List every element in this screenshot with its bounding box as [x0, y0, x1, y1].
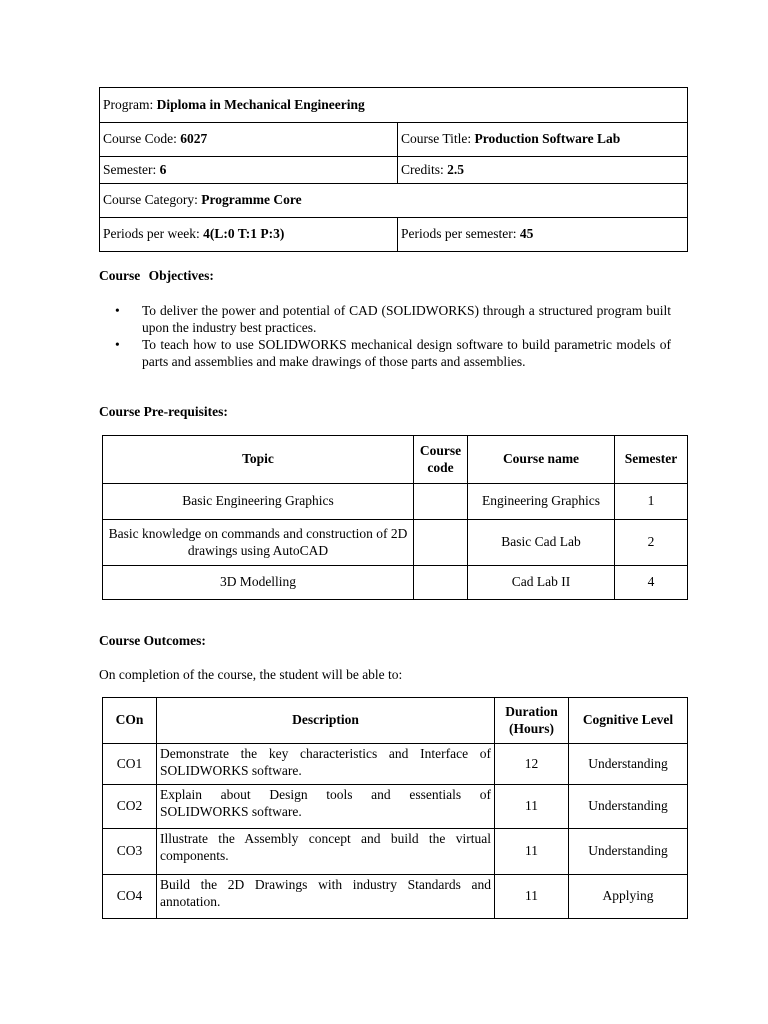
table-row — [103, 566, 688, 600]
table-row — [103, 744, 688, 785]
outcomes-intro: On completion of the course, the student will be able to: — [99, 667, 403, 682]
cognitive-level-cell: Applying — [569, 875, 688, 919]
header-con: COn — [103, 698, 157, 744]
header-duration-line1: Duration — [505, 704, 558, 720]
table-row — [103, 785, 688, 829]
category-cell — [100, 184, 688, 218]
category-value: Programme Core — [201, 192, 302, 208]
credits-value: 2.5 — [447, 161, 464, 177]
course-name-cell: Basic Cad Lab — [468, 520, 615, 566]
periods-semester-label: Periods per semester: — [401, 226, 520, 242]
con-cell: CO4 — [103, 875, 157, 919]
credits-label: Credits: — [401, 161, 448, 177]
header-duration — [495, 698, 569, 744]
header-cognitive-level: Cognitive Level — [569, 698, 688, 744]
header-semester: Semester — [615, 436, 688, 484]
course-code-cell — [100, 123, 398, 157]
table-row — [103, 484, 688, 520]
periods-semester-value: 45 — [519, 226, 534, 242]
objective-text: To teach how to use SOLIDWORKS mechanical design software to build parametric models of parts and assemblies and make drawings of those parts and assemblies. — [142, 337, 671, 369]
outcomes-table — [102, 697, 688, 919]
semester-label: Semester: — [103, 161, 160, 177]
semester-cell: 1 — [615, 484, 688, 520]
objectives-list — [115, 302, 671, 370]
duration-cell: 11 — [495, 785, 569, 829]
semester-cell: 4 — [615, 566, 688, 600]
semester-row — [100, 157, 688, 184]
con-cell: CO1 — [103, 744, 157, 785]
cognitive-level-cell: Understanding — [569, 744, 688, 785]
periods-semester-cell — [398, 218, 688, 252]
course-title-value: Production Software Lab — [474, 131, 621, 147]
topic-cell: Basic Engineering Graphics — [103, 484, 414, 520]
course-code-row — [100, 123, 688, 157]
semester-value: 6 — [159, 161, 167, 177]
semester-cell: 2 — [615, 520, 688, 566]
cognitive-level-cell: Understanding — [569, 785, 688, 829]
header-course-code — [414, 436, 468, 484]
program-cell — [100, 88, 688, 123]
code-cell — [414, 520, 468, 566]
course-name-cell: Cad Lab II — [468, 566, 615, 600]
bullet-icon: • — [115, 337, 120, 352]
con-cell: CO2 — [103, 785, 157, 829]
duration-cell: 11 — [495, 829, 569, 875]
list-item — [115, 336, 671, 370]
list-item — [115, 302, 671, 336]
duration-cell: 11 — [495, 875, 569, 919]
description-cell: Demonstrate the key characteristics and Interface of SOLIDWORKS software. — [157, 744, 495, 785]
semester-cell — [100, 157, 398, 184]
objectives-heading: Course Objectives: — [99, 268, 214, 283]
table-row — [103, 875, 688, 919]
outcomes-heading: Course Outcomes: — [99, 633, 206, 648]
course-title-label: Course Title: — [401, 131, 475, 147]
program-value: Diploma in Mechanical Engineering — [156, 96, 365, 112]
bullet-icon: • — [115, 303, 120, 318]
periods-week-value: 4(L:0 T:1 P:3) — [203, 226, 285, 242]
code-cell — [414, 566, 468, 600]
table-header-row — [103, 436, 688, 484]
header-topic: Topic — [103, 436, 414, 484]
con-cell: CO3 — [103, 829, 157, 875]
header-course-code-line2: code — [427, 459, 454, 475]
periods-week-cell — [100, 218, 398, 252]
objective-text: To deliver the power and potential of CAD (SOLIDWORKS) through a structured program built upon the industry best practices. — [142, 303, 671, 335]
code-cell — [414, 484, 468, 520]
category-label: Course Category: — [103, 192, 202, 208]
table-header-row — [103, 698, 688, 744]
topic-cell: 3D Modelling — [103, 566, 414, 600]
header-course-name: Course name — [468, 436, 615, 484]
header-duration-line2: (Hours) — [509, 720, 554, 736]
program-label: Program: — [103, 96, 157, 112]
description-cell: Explain about Design tools and essentials of SOLIDWORKS software. — [157, 785, 495, 829]
topic-cell: Basic knowledge on commands and construction of 2D drawings using AutoCAD — [103, 520, 414, 566]
prerequisites-table — [102, 435, 688, 600]
description-cell: Illustrate the Assembly concept and build the virtual components. — [157, 829, 495, 875]
course-title-cell — [398, 123, 688, 157]
duration-cell: 12 — [495, 744, 569, 785]
course-code-label: Course Code: — [103, 131, 181, 147]
header-description: Description — [157, 698, 495, 744]
category-row — [100, 184, 688, 218]
cognitive-level-cell: Understanding — [569, 829, 688, 875]
periods-row — [100, 218, 688, 252]
header-course-code-line1: Course — [419, 443, 462, 459]
table-row — [103, 829, 688, 875]
course-name-cell: Engineering Graphics — [468, 484, 615, 520]
table-row — [103, 520, 688, 566]
program-row — [100, 88, 688, 123]
prerequisites-heading: Course Pre-requisites: — [99, 404, 228, 419]
credits-cell — [398, 157, 688, 184]
periods-week-label: Periods per week: — [103, 226, 204, 242]
course-info-table — [99, 87, 688, 252]
description-cell: Build the 2D Drawings with industry Standards and annotation. — [157, 875, 495, 919]
course-code-value: 6027 — [180, 131, 208, 147]
